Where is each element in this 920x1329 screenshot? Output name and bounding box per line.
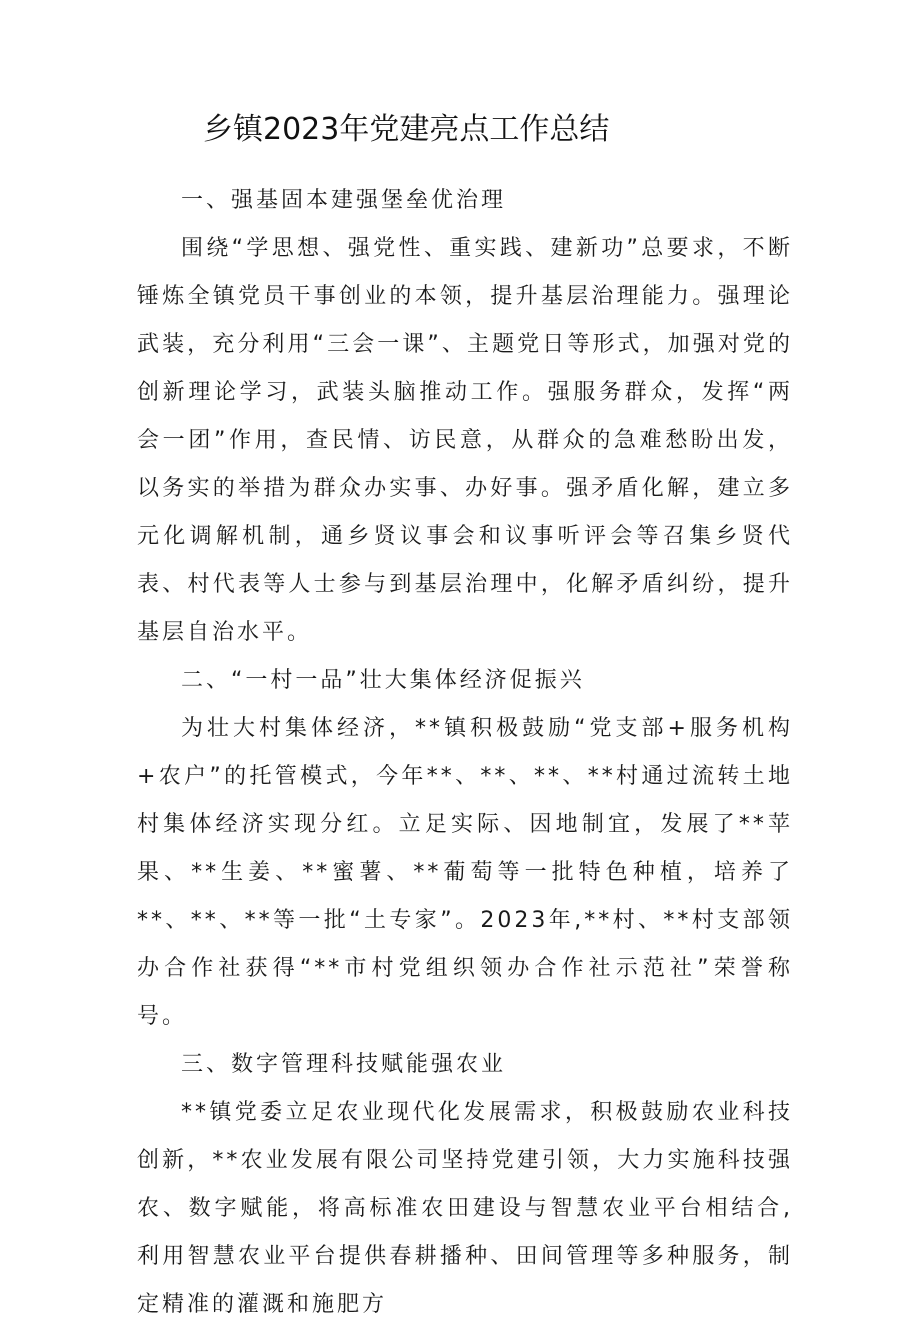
section-paragraph-3: **镇党委立足农业现代化发展需求，积极鼓励农业科技创新，**农业发展有限公司坚持党建引领，大力实施科技强农、数字赋能，将高标准农田建设与智慧农业平台相结合,利用智慧农业平台提供春耕播种、田间管理等多种服务，制定精准的灌溉和施肥方	[137, 1100, 793, 1317]
section-paragraph-1: 围绕“学思想、强党性、重实践、建新功”总要求，不断锤炼全镇党员干事创业的本领，提升基层治理能力。强理论武装，充分利用“三会一课”、主题党日等形式，加强对党的创新理论学习，武装头脑推动工作。强服务群众，发挥“两会一团”作用，查民情、访民意，从群众的急难愁盼出发，以务实的举措为群众办实事、办好事。强矛盾化解，建立多元化调解机制，通乡贤议事会和议事听评会等召集乡贤代表、村代表等人士参与到基层治理中，化解矛盾纠纷，提升基层自治水平。	[137, 236, 793, 645]
section-heading-3: 三、数字管理科技赋能强农业	[181, 1052, 507, 1077]
document-title: 乡镇2023年党建亮点工作总结	[203, 112, 610, 147]
section-paragraph-2: 为壮大村集体经济，**镇积极鼓励“党支部+服务机构+农户”的托管模式，今年**、**、**、**村通过流转土地村集体经济实现分红。立足实际、因地制宜，发展了**苹果、**生姜、**蜜薯、**葡萄等一批特色种植，培养了**、**、**等一批“土专家”。2023年,**村、**村支部领办合作社获得“**市村党组织领办合作社示范社”荣誉称号。	[137, 716, 793, 1029]
document-body	[137, 177, 793, 1329]
section-heading-1: 一、强基固本建强堡垒优治理	[181, 188, 507, 213]
section-heading-2: 二、“一村一品”壮大集体经济促振兴	[181, 668, 585, 693]
